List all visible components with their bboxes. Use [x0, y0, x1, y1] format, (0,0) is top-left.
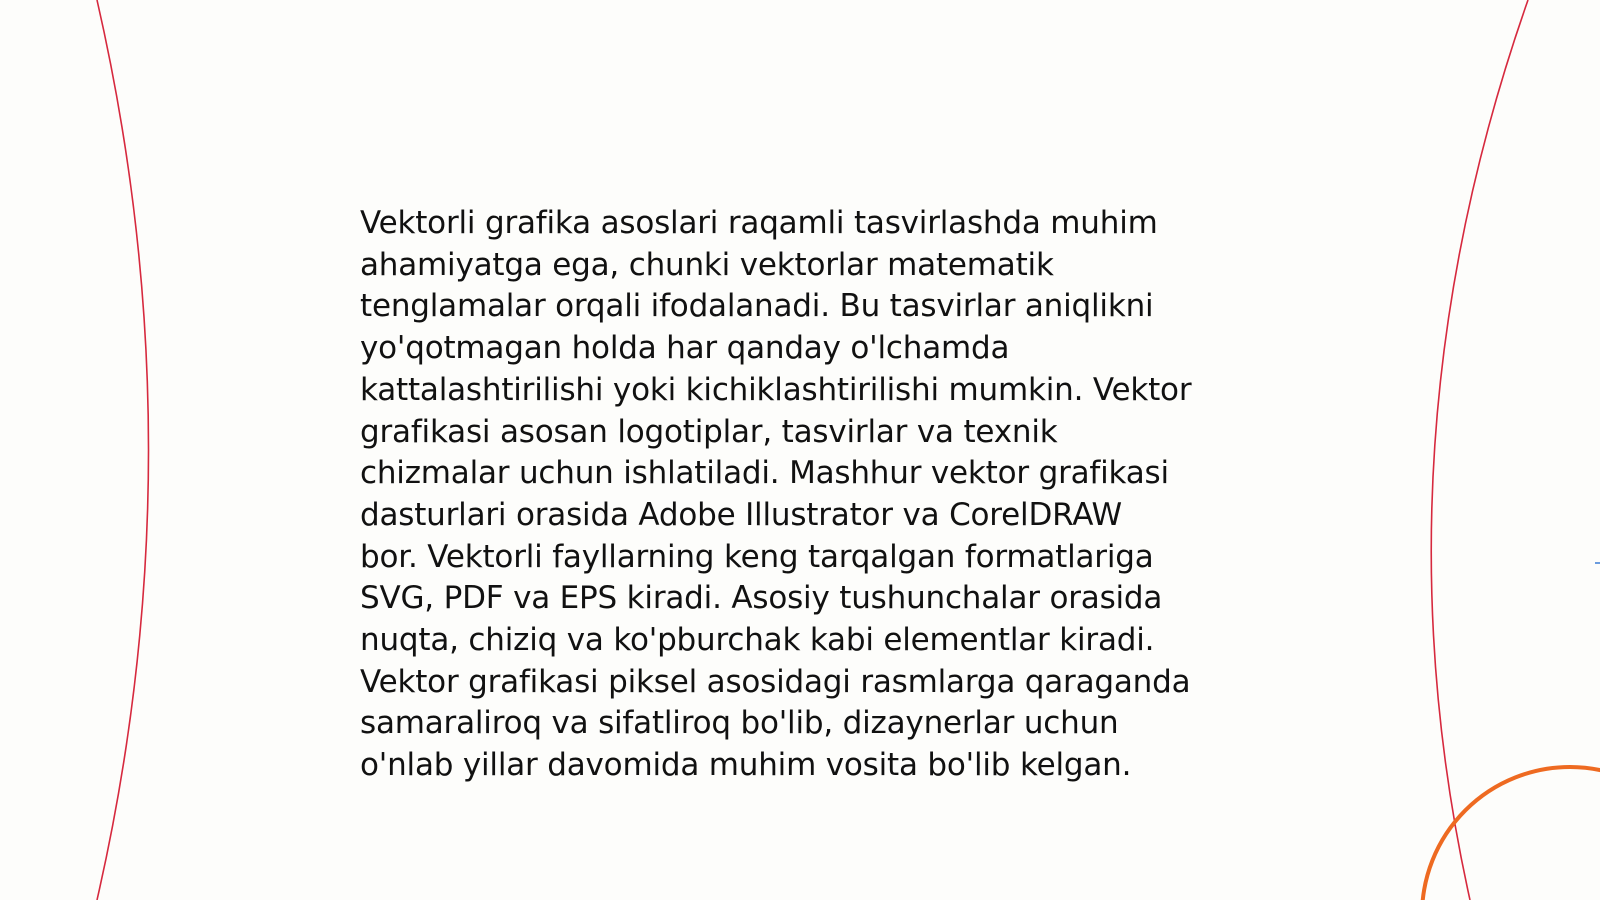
text-line: nuqta, chiziq va ko'pburchak kabi elementlar kiradi. [360, 622, 1155, 659]
text-line: Vektor grafikasi piksel asosidagi rasmlarga qaraganda [360, 663, 1191, 700]
text-line: tenglamalar orqali ifodalanadi. Bu tasvirlar aniqlikni [360, 288, 1154, 325]
text-line: grafikasi asosan logotiplar, tasvirlar va texnik [360, 413, 1058, 450]
text-line: kattalashtirilishi yoki kichiklashtirilishi mumkin. Vektor [360, 371, 1192, 408]
text-line: samaraliroq va sifatliroq bo'lib, dizaynerlar uchun [360, 705, 1119, 742]
text-line: dasturlari orasida Adobe Illustrator va CorelDRAW [360, 496, 1122, 533]
text-line: Vektorli grafika asoslari raqamli tasvirlashda muhim [360, 205, 1158, 241]
text-line: ahamiyatga ega, chunki vektorlar matematik [360, 246, 1054, 283]
text-line: SVG, PDF va EPS kiradi. Asosiy tushunchalar orasida [360, 580, 1163, 617]
right-arc-line [1431, 0, 1528, 900]
text-line: yo'qotmagan holda har qanday o'lchamda [360, 330, 1010, 367]
left-arc-line [97, 0, 149, 900]
text-line: chizmalar uchun ishlatiladi. Mashhur vektor grafikasi [360, 455, 1169, 492]
text-line: o'nlab yillar davomida muhim vosita bo'lib kelgan. [360, 747, 1132, 784]
slide-body-text [360, 203, 1260, 787]
text-line: bor. Vektorli fayllarning keng tarqalgan formatlariga [360, 538, 1154, 575]
